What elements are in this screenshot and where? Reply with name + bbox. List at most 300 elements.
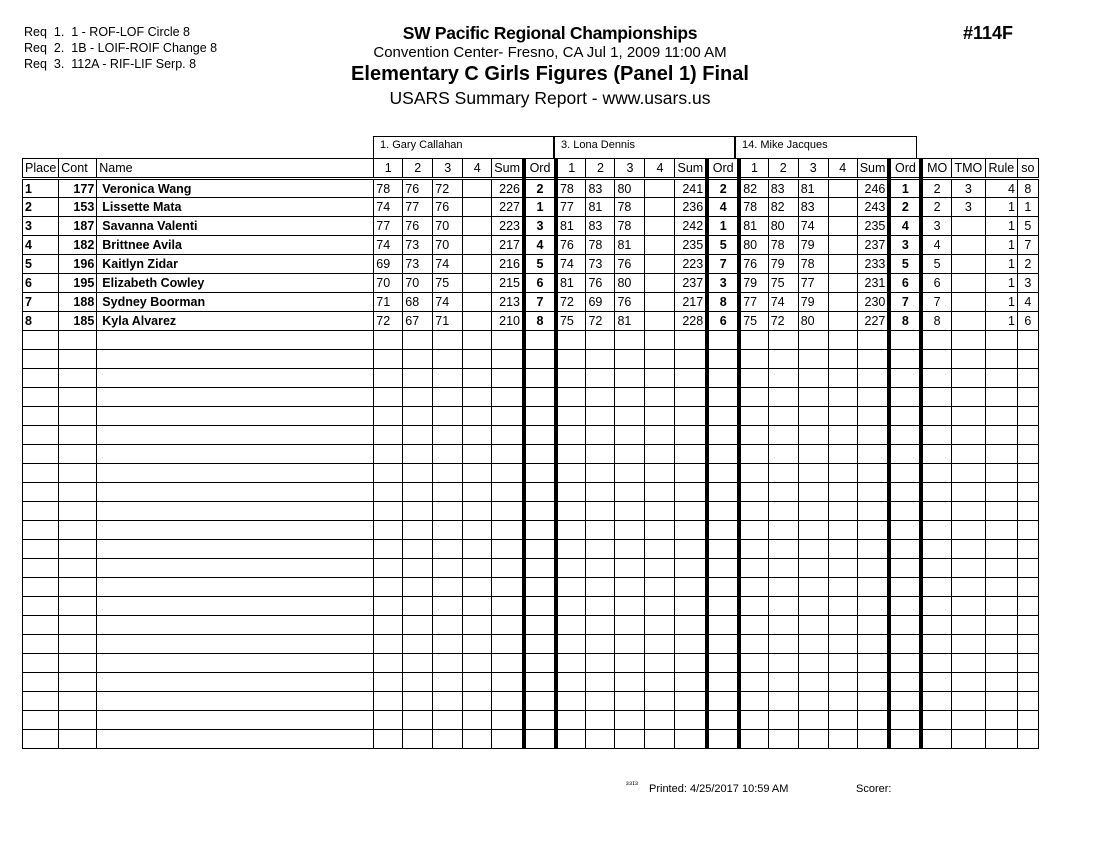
judge-3-fig2-cell: 80 — [768, 217, 798, 236]
empty-cell — [59, 711, 97, 730]
empty-cell — [23, 521, 59, 540]
table-row — [23, 293, 1039, 312]
empty-cell — [857, 635, 889, 654]
empty-cell — [463, 635, 492, 654]
empty-cell — [1017, 730, 1038, 749]
empty-cell — [985, 673, 1017, 692]
empty-cell — [857, 445, 889, 464]
judge-3-sum-cell: 233 — [857, 255, 889, 274]
empty-cell — [403, 483, 433, 502]
empty-cell — [889, 730, 921, 749]
empty-cell — [463, 711, 492, 730]
empty-cell — [97, 578, 374, 597]
empty-cell — [951, 464, 985, 483]
empty-cell — [828, 692, 857, 711]
col-j2-fig4: 4 — [645, 159, 675, 179]
judge-2-sum-cell: 217 — [675, 293, 707, 312]
judge-3-fig4-cell — [828, 217, 857, 236]
empty-cell — [433, 464, 463, 483]
empty-cell — [1017, 464, 1038, 483]
empty-cell — [463, 692, 492, 711]
tmo-cell — [951, 274, 985, 293]
empty-cell — [889, 597, 921, 616]
judge-1-fig2-cell: 67 — [403, 312, 433, 331]
judge-2-fig1-cell: 76 — [556, 236, 586, 255]
empty-cell — [675, 350, 707, 369]
judge-1-sum-cell: 210 — [492, 312, 524, 331]
empty-cell — [463, 597, 492, 616]
empty-cell — [675, 369, 707, 388]
empty-cell — [707, 654, 739, 673]
empty-cell — [556, 540, 586, 559]
empty-cell — [1017, 616, 1038, 635]
empty-cell — [463, 331, 492, 350]
empty-cell — [828, 426, 857, 445]
empty-cell — [403, 388, 433, 407]
empty-cell — [586, 540, 615, 559]
col-j2-fig3: 3 — [615, 159, 645, 179]
judge-1-ord-cell: 4 — [524, 236, 556, 255]
empty-cell — [403, 711, 433, 730]
empty-cell — [675, 616, 707, 635]
empty-cell — [524, 559, 556, 578]
judge-1-fig4-cell — [463, 236, 492, 255]
requirement-3: Req 3. 112A - RIF-LIF Serp. 8 — [24, 57, 197, 71]
empty-cell — [921, 616, 951, 635]
so-cell: 2 — [1017, 255, 1038, 274]
empty-cell — [374, 350, 403, 369]
empty-cell — [921, 521, 951, 540]
judge-1-ord-cell: 1 — [524, 198, 556, 217]
empty-cell — [707, 407, 739, 426]
empty-row — [23, 369, 1039, 388]
empty-cell — [586, 350, 615, 369]
empty-row — [23, 578, 1039, 597]
empty-cell — [433, 673, 463, 692]
empty-cell — [707, 426, 739, 445]
judge-1-fig3-cell: 76 — [433, 198, 463, 217]
judge-3-fig4-cell — [828, 236, 857, 255]
judge-1-fig1-cell: 71 — [374, 293, 403, 312]
empty-row — [23, 464, 1039, 483]
judge-2-fig3-cell: 80 — [615, 179, 645, 198]
judge-3-ord-cell: 3 — [889, 236, 921, 255]
empty-cell — [951, 597, 985, 616]
empty-cell — [951, 407, 985, 426]
empty-cell — [524, 654, 556, 673]
empty-cell — [739, 692, 768, 711]
mo-cell: 2 — [921, 179, 951, 198]
empty-cell — [951, 426, 985, 445]
empty-cell — [857, 331, 889, 350]
empty-cell — [889, 331, 921, 350]
judge-1-fig4-cell — [463, 179, 492, 198]
empty-cell — [798, 350, 828, 369]
empty-cell — [798, 540, 828, 559]
empty-cell — [985, 654, 1017, 673]
empty-cell — [951, 483, 985, 502]
judge-1-fig3-cell: 74 — [433, 255, 463, 274]
empty-cell — [556, 616, 586, 635]
judge-3-ord-cell: 2 — [889, 198, 921, 217]
empty-cell — [23, 540, 59, 559]
empty-cell — [985, 445, 1017, 464]
judge-2-fig2-cell: 72 — [586, 312, 615, 331]
empty-cell — [1017, 502, 1038, 521]
judge-3-fig1-cell: 75 — [739, 312, 768, 331]
empty-cell — [739, 673, 768, 692]
empty-cell — [556, 464, 586, 483]
col-tmo: TMO — [951, 159, 985, 179]
empty-row — [23, 654, 1039, 673]
empty-cell — [403, 464, 433, 483]
empty-cell — [615, 692, 645, 711]
judge-3-fig3-cell: 74 — [798, 217, 828, 236]
empty-cell — [768, 388, 798, 407]
empty-cell — [675, 502, 707, 521]
empty-cell — [556, 445, 586, 464]
empty-cell — [615, 559, 645, 578]
empty-cell — [586, 597, 615, 616]
tmo-cell — [951, 236, 985, 255]
empty-cell — [524, 483, 556, 502]
empty-cell — [463, 521, 492, 540]
empty-cell — [524, 426, 556, 445]
judge-1-ord-cell: 8 — [524, 312, 556, 331]
empty-cell — [433, 597, 463, 616]
empty-cell — [645, 350, 675, 369]
judge-1-fig2-cell: 68 — [403, 293, 433, 312]
empty-cell — [951, 521, 985, 540]
empty-cell — [798, 483, 828, 502]
judge-2-fig4-cell — [645, 198, 675, 217]
empty-cell — [675, 540, 707, 559]
empty-cell — [889, 521, 921, 540]
empty-cell — [739, 635, 768, 654]
name-cell: Kyla Alvarez — [97, 312, 374, 331]
judge-3-fig4-cell — [828, 255, 857, 274]
empty-cell — [675, 407, 707, 426]
empty-cell — [675, 388, 707, 407]
empty-cell — [798, 730, 828, 749]
judge-2-sum-cell: 241 — [675, 179, 707, 198]
empty-cell — [374, 559, 403, 578]
col-name: Name — [97, 159, 374, 179]
judge-3-sum-cell: 227 — [857, 312, 889, 331]
empty-cell — [615, 331, 645, 350]
judge-3-fig3-cell: 79 — [798, 236, 828, 255]
empty-cell — [463, 730, 492, 749]
empty-cell — [23, 730, 59, 749]
judge-1-fig1-cell: 72 — [374, 312, 403, 331]
empty-cell — [403, 692, 433, 711]
empty-row — [23, 673, 1039, 692]
col-mo: MO — [921, 159, 951, 179]
empty-cell — [768, 502, 798, 521]
empty-cell — [798, 578, 828, 597]
judge-1-fig1-cell: 77 — [374, 217, 403, 236]
empty-cell — [524, 350, 556, 369]
empty-cell — [857, 730, 889, 749]
judge-3-fig1-cell: 79 — [739, 274, 768, 293]
judge-1-sum-cell: 213 — [492, 293, 524, 312]
empty-cell — [492, 692, 524, 711]
empty-row — [23, 350, 1039, 369]
empty-cell — [645, 369, 675, 388]
empty-cell — [586, 673, 615, 692]
empty-cell — [492, 673, 524, 692]
col-j1-ord: Ord — [524, 159, 556, 179]
col-j1-sum: Sum — [492, 159, 524, 179]
empty-cell — [921, 711, 951, 730]
mo-cell: 6 — [921, 274, 951, 293]
empty-cell — [675, 483, 707, 502]
empty-cell — [59, 559, 97, 578]
empty-cell — [59, 730, 97, 749]
judge-1-fig2-cell: 76 — [403, 217, 433, 236]
empty-cell — [374, 521, 403, 540]
judge-2-sum-cell: 242 — [675, 217, 707, 236]
empty-cell — [857, 673, 889, 692]
empty-cell — [857, 711, 889, 730]
empty-cell — [492, 521, 524, 540]
judge-2-ord-cell: 5 — [707, 236, 739, 255]
empty-cell — [768, 331, 798, 350]
empty-cell — [463, 673, 492, 692]
empty-cell — [828, 388, 857, 407]
empty-cell — [59, 350, 97, 369]
empty-row — [23, 521, 1039, 540]
empty-cell — [645, 483, 675, 502]
empty-row — [23, 692, 1039, 711]
empty-cell — [586, 521, 615, 540]
col-j3-fig1: 1 — [739, 159, 768, 179]
empty-cell — [645, 445, 675, 464]
empty-cell — [828, 654, 857, 673]
rule-cell: 1 — [985, 236, 1017, 255]
judge-header-3: 14. Mike Jacques — [735, 136, 917, 158]
empty-cell — [586, 483, 615, 502]
empty-cell — [889, 673, 921, 692]
empty-cell — [889, 540, 921, 559]
empty-cell — [645, 578, 675, 597]
col-so: so — [1017, 159, 1038, 179]
empty-cell — [921, 445, 951, 464]
event-title: Elementary C Girls Figures (Panel 1) Final — [351, 63, 749, 85]
empty-cell — [985, 350, 1017, 369]
empty-cell — [921, 578, 951, 597]
empty-cell — [615, 578, 645, 597]
empty-cell — [645, 559, 675, 578]
empty-cell — [645, 616, 675, 635]
judge-2-ord-cell: 6 — [707, 312, 739, 331]
empty-cell — [798, 445, 828, 464]
empty-cell — [615, 407, 645, 426]
empty-cell — [556, 654, 586, 673]
judge-1-fig2-cell: 76 — [403, 179, 433, 198]
empty-cell — [889, 635, 921, 654]
empty-cell — [768, 654, 798, 673]
requirement-2: Req 2. 1B - LOIF-ROIF Change 8 — [24, 41, 218, 55]
judge-2-fig1-cell: 74 — [556, 255, 586, 274]
empty-cell — [524, 597, 556, 616]
empty-cell — [828, 502, 857, 521]
empty-cell — [645, 635, 675, 654]
empty-cell — [403, 635, 433, 654]
empty-cell — [739, 654, 768, 673]
empty-cell — [798, 388, 828, 407]
empty-cell — [739, 578, 768, 597]
empty-cell — [857, 559, 889, 578]
cont-cell: 185 — [59, 312, 97, 331]
empty-cell — [23, 654, 59, 673]
empty-cell — [586, 654, 615, 673]
empty-cell — [586, 369, 615, 388]
empty-cell — [921, 540, 951, 559]
empty-cell — [524, 692, 556, 711]
empty-cell — [492, 711, 524, 730]
empty-cell — [889, 445, 921, 464]
empty-cell — [403, 502, 433, 521]
empty-cell — [374, 654, 403, 673]
empty-cell — [59, 369, 97, 388]
empty-cell — [556, 331, 586, 350]
judge-2-fig4-cell — [645, 293, 675, 312]
empty-cell — [951, 673, 985, 692]
empty-cell — [433, 730, 463, 749]
empty-cell — [951, 730, 985, 749]
empty-cell — [374, 483, 403, 502]
empty-cell — [645, 388, 675, 407]
empty-cell — [492, 559, 524, 578]
empty-cell — [59, 331, 97, 350]
judge-1-sum-cell: 227 — [492, 198, 524, 217]
name-cell: Sydney Boorman — [97, 293, 374, 312]
empty-cell — [492, 616, 524, 635]
judge-1-fig3-cell: 74 — [433, 293, 463, 312]
col-j2-fig1: 1 — [556, 159, 586, 179]
empty-cell — [645, 502, 675, 521]
rule-cell: 1 — [985, 255, 1017, 274]
judge-3-sum-cell: 231 — [857, 274, 889, 293]
col-j1-fig2: 2 — [403, 159, 433, 179]
judge-2-fig3-cell: 76 — [615, 255, 645, 274]
empty-cell — [768, 483, 798, 502]
empty-cell — [857, 597, 889, 616]
empty-cell — [403, 331, 433, 350]
judge-1-fig3-cell: 70 — [433, 236, 463, 255]
judge-2-fig3-cell: 80 — [615, 274, 645, 293]
cont-cell: 177 — [59, 179, 97, 198]
empty-cell — [556, 426, 586, 445]
judge-3-fig1-cell: 81 — [739, 217, 768, 236]
judge-2-fig3-cell: 78 — [615, 198, 645, 217]
empty-cell — [433, 521, 463, 540]
judge-2-fig1-cell: 77 — [556, 198, 586, 217]
col-cont: Cont — [59, 159, 97, 179]
empty-cell — [707, 464, 739, 483]
empty-cell — [615, 597, 645, 616]
empty-cell — [615, 350, 645, 369]
empty-cell — [828, 369, 857, 388]
judge-3-ord-cell: 5 — [889, 255, 921, 274]
tmo-cell: 3 — [951, 179, 985, 198]
mo-cell: 5 — [921, 255, 951, 274]
empty-cell — [707, 369, 739, 388]
empty-cell — [645, 673, 675, 692]
empty-cell — [985, 540, 1017, 559]
empty-cell — [59, 597, 97, 616]
empty-row — [23, 730, 1039, 749]
empty-cell — [97, 730, 374, 749]
empty-cell — [492, 426, 524, 445]
empty-row — [23, 597, 1039, 616]
empty-cell — [889, 426, 921, 445]
empty-cell — [586, 426, 615, 445]
tmo-cell — [951, 217, 985, 236]
empty-cell — [433, 388, 463, 407]
empty-cell — [433, 369, 463, 388]
empty-cell — [951, 388, 985, 407]
empty-cell — [433, 540, 463, 559]
judge-3-sum-cell: 237 — [857, 236, 889, 255]
empty-cell — [921, 597, 951, 616]
empty-cell — [463, 350, 492, 369]
empty-cell — [433, 616, 463, 635]
judge-1-fig1-cell: 70 — [374, 274, 403, 293]
empty-cell — [1017, 654, 1038, 673]
empty-cell — [985, 407, 1017, 426]
empty-cell — [985, 616, 1017, 635]
empty-cell — [615, 616, 645, 635]
empty-cell — [556, 635, 586, 654]
empty-cell — [798, 331, 828, 350]
empty-cell — [492, 540, 524, 559]
empty-cell — [492, 407, 524, 426]
empty-cell — [586, 711, 615, 730]
tmo-cell — [951, 255, 985, 274]
empty-row — [23, 540, 1039, 559]
empty-cell — [492, 654, 524, 673]
empty-cell — [768, 464, 798, 483]
judge-2-fig3-cell: 81 — [615, 236, 645, 255]
empty-cell — [921, 464, 951, 483]
judge-1-fig4-cell — [463, 217, 492, 236]
empty-cell — [97, 540, 374, 559]
empty-cell — [59, 654, 97, 673]
empty-cell — [707, 331, 739, 350]
empty-cell — [828, 673, 857, 692]
empty-cell — [403, 578, 433, 597]
empty-cell — [768, 540, 798, 559]
judge-1-fig2-cell: 73 — [403, 236, 433, 255]
empty-cell — [59, 464, 97, 483]
empty-cell — [645, 711, 675, 730]
empty-cell — [556, 388, 586, 407]
empty-cell — [524, 578, 556, 597]
judge-2-sum-cell: 228 — [675, 312, 707, 331]
empty-cell — [433, 426, 463, 445]
place-cell: 1 — [23, 179, 59, 198]
empty-cell — [556, 521, 586, 540]
empty-cell — [615, 483, 645, 502]
empty-cell — [985, 388, 1017, 407]
empty-cell — [739, 350, 768, 369]
empty-cell — [403, 654, 433, 673]
empty-cell — [615, 730, 645, 749]
empty-cell — [768, 407, 798, 426]
empty-cell — [374, 445, 403, 464]
